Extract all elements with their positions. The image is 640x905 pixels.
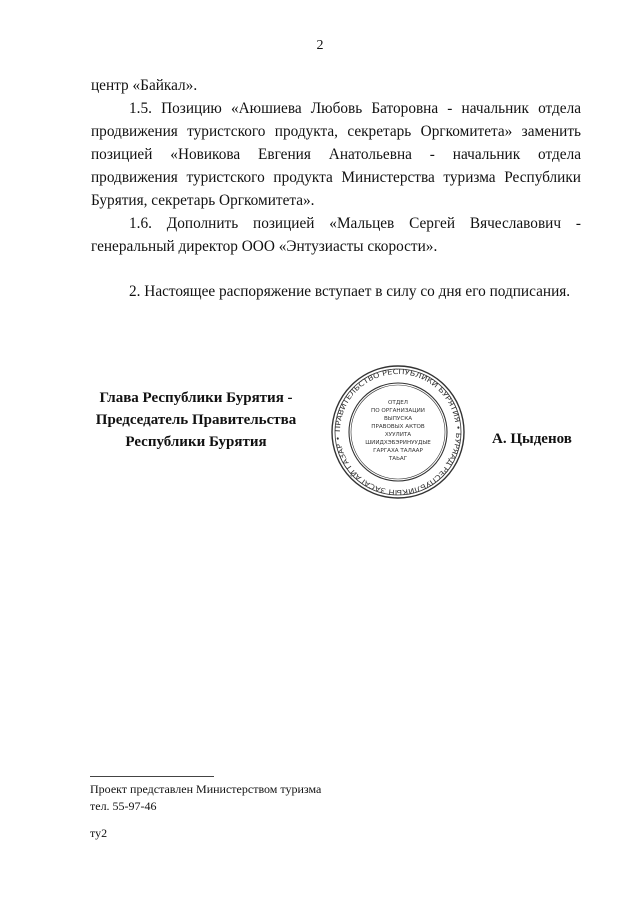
stamp-center-line: ОТДЕЛ: [388, 400, 408, 406]
document-body: [91, 74, 581, 303]
signatory-name: А. Цыденов: [492, 431, 572, 447]
page-number: 2: [316, 38, 324, 53]
stamp-center-line: ШИИДХЭБЭРИНУУДЫЕ: [365, 440, 431, 446]
stamp-center-line: ПРАВОВЫХ АКТОВ: [371, 424, 425, 430]
stamp-center-line: ХУУЛИТА: [384, 432, 412, 438]
paragraph-item-2: 2. Настоящее распоряжение вступает в силу со дня его подписания.: [129, 283, 571, 300]
stamp-outer-ring-text: ПРАВИТЕЛЬСТВО РЕСПУБЛИКИ БУРЯТИЯ • БУРЯАД РЕСПУБЛИКЫН ЗАСАГАЙ ГАЗАР •: [333, 367, 463, 497]
paragraph-gap: [91, 258, 581, 280]
paragraph-item-1-5: 1.5. Позицию «Аюшиева Любовь Баторовна - начальник отдела продвижения туристского продукта, секретарь Оргкомитета» заменить позицией «Новикова Евгения Анатольевна - начальник отдела продвижения туристского продукта Министерства туризма Республики Бурятия, секретарь Оргкомитета».: [91, 100, 581, 209]
signatory-title-line-3: Республики Бурятия: [125, 434, 267, 450]
signatory-title-line-1: Глава Республики Бурятия -: [99, 390, 293, 406]
footer-note: [90, 781, 321, 815]
document-code: ту2: [90, 826, 108, 840]
footer-divider: [90, 776, 214, 777]
stamp-center-line: ГАРГАХА ТАЛААР: [373, 448, 423, 454]
stamp-center-line: ВЫПУСКА: [383, 416, 413, 422]
stamp-center-line: ПО ОРГАНИЗАЦИИ: [371, 408, 425, 414]
official-stamp-seal: [329, 364, 467, 500]
paragraph-continuation: центр «Байкал».: [91, 77, 198, 94]
signatory-title-line-2: Председатель Правительства: [95, 412, 297, 428]
footer-line-2: тел. 55-97-46: [90, 799, 157, 813]
paragraph-item-1-6: 1.6. Дополнить позицией «Мальцев Сергей Вячеславович - генеральный директор ООО «Энтузиасты скорости».: [91, 215, 581, 255]
stamp-center-line: ТАЬАГ: [388, 456, 408, 462]
signatory-title: [82, 387, 310, 453]
footer-line-1: Проект представлен Министерством туризма: [90, 782, 322, 796]
